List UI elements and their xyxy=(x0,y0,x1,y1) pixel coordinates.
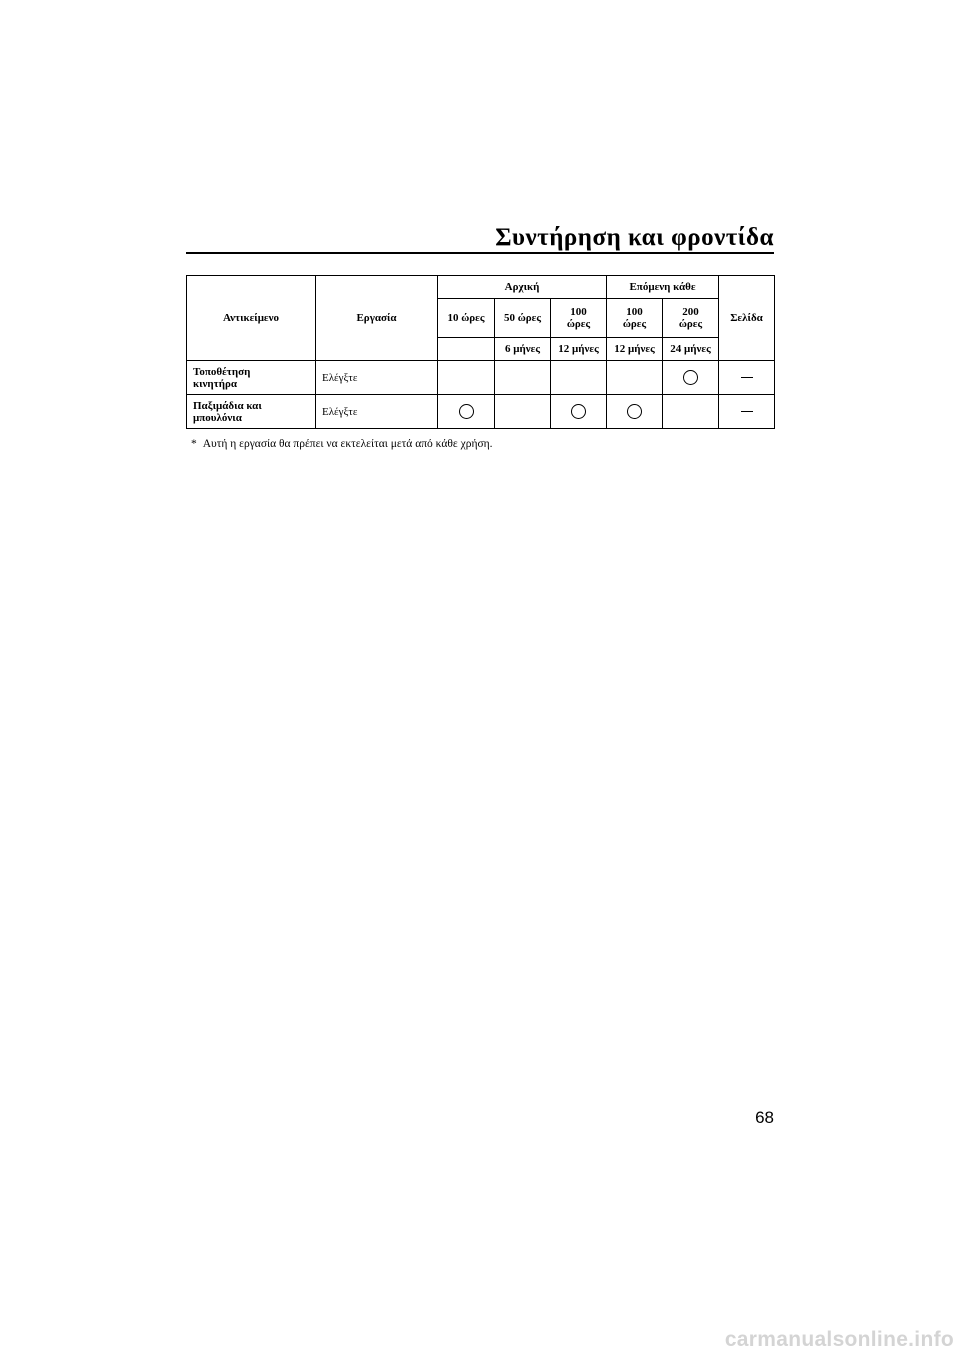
em-dash xyxy=(741,411,753,412)
title-rule xyxy=(186,252,774,254)
header-months-empty xyxy=(438,338,495,361)
header-hours-3: 100 ώρες xyxy=(551,299,607,338)
row-mark-cell xyxy=(607,395,663,429)
row-task: Ελέγξτε xyxy=(316,361,438,395)
row-item: Τοποθέτηση κινητήρα xyxy=(187,361,316,395)
watermark: carmanualsonline.info xyxy=(724,1328,954,1351)
row-mark-cell xyxy=(551,395,607,429)
header-hours-1: 10 ώρες xyxy=(438,299,495,338)
header-months-2: 12 μήνες xyxy=(551,338,607,361)
page-title: Συντήρηση και φροντίδα xyxy=(495,224,774,251)
em-dash xyxy=(741,377,753,378)
row-mark-cell xyxy=(438,361,495,395)
table-row xyxy=(187,395,775,429)
header-task: Εργασία xyxy=(316,276,438,361)
row-mark-cell xyxy=(495,361,551,395)
header-hours-2: 50 ώρες xyxy=(495,299,551,338)
header-months-1: 6 μήνες xyxy=(495,338,551,361)
row-mark-cell xyxy=(663,395,719,429)
check-circle-icon xyxy=(627,404,642,419)
header-page: Σελίδα xyxy=(719,276,775,361)
row-page-cell xyxy=(719,395,775,429)
header-months-4: 24 μήνες xyxy=(663,338,719,361)
page-number: 68 xyxy=(755,1108,774,1127)
row-mark-cell xyxy=(607,361,663,395)
row-page-cell xyxy=(719,361,775,395)
header-item: Αντικείμενο xyxy=(187,276,316,361)
table-row xyxy=(187,361,775,395)
row-mark-cell xyxy=(438,395,495,429)
check-circle-icon xyxy=(571,404,586,419)
header-months-3: 12 μήνες xyxy=(607,338,663,361)
footnote-star: * xyxy=(191,438,197,450)
row-item: Παξιμάδια και μπουλόνια xyxy=(187,395,316,429)
row-task: Ελέγξτε xyxy=(316,395,438,429)
header-hours-4: 100 ώρες xyxy=(607,299,663,338)
header-every: Επόμενη κάθε xyxy=(607,276,719,299)
footnote-text: Αυτή η εργασία θα πρέπει να εκτελείται μετά από κάθε χρήση. xyxy=(202,438,493,450)
row-mark-cell xyxy=(663,361,719,395)
header-initial: Αρχική xyxy=(438,276,607,299)
row-mark-cell xyxy=(495,395,551,429)
footnote xyxy=(191,438,493,450)
header-hours-5: 200 ώρες xyxy=(663,299,719,338)
row-mark-cell xyxy=(551,361,607,395)
check-circle-icon xyxy=(459,404,474,419)
maintenance-table xyxy=(186,275,775,429)
check-circle-icon xyxy=(683,370,698,385)
